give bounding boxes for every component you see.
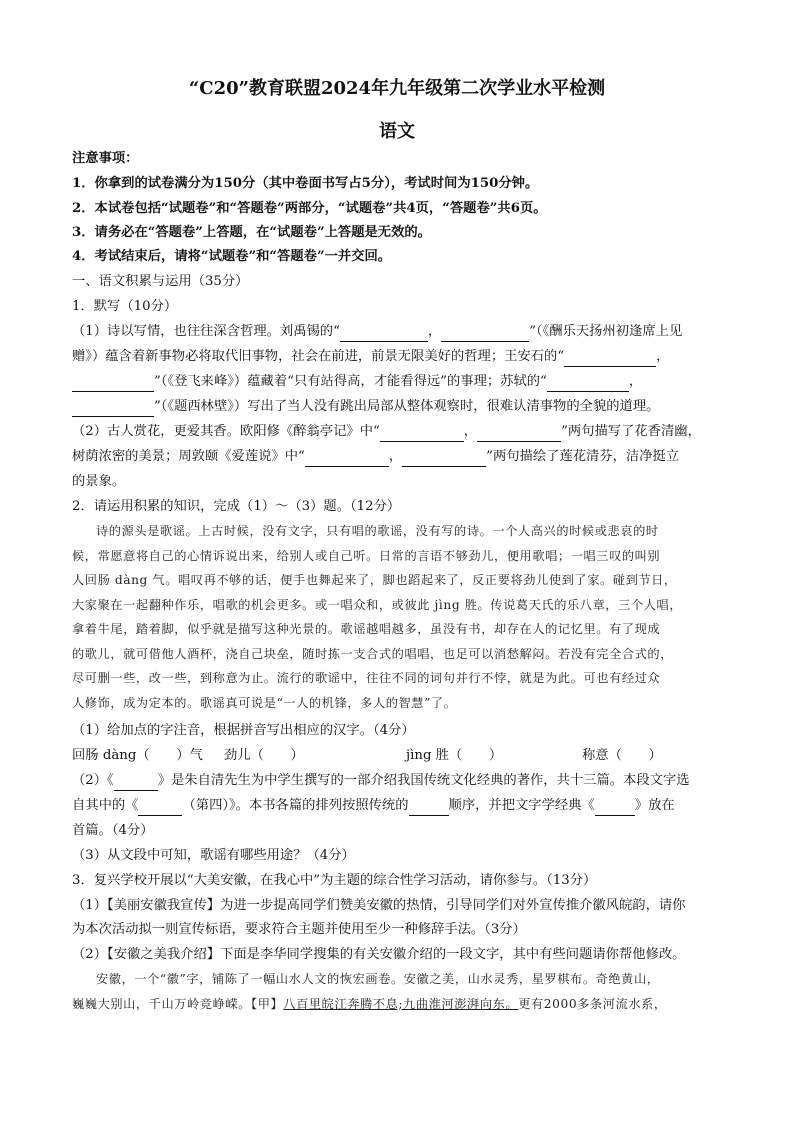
notice-item: 4．考试结束后，请将“试题卷”和“答题卷”一并交回。 — [72, 249, 392, 264]
sub-question: 首篇。（4分） — [72, 823, 154, 838]
pinyin-item[interactable]: 劲儿（ ） — [224, 748, 304, 763]
answer-blank[interactable] — [402, 452, 486, 467]
sub-question: （2）《 》是朱自清先生为中学生撰写的一部介绍我国传统文化经典的著作，共十三篇。本段文字选 — [72, 771, 732, 791]
answer-blank[interactable] — [441, 327, 529, 342]
passage-line: 候，常愿意将自己的心情诉说出来，给别人或自己听。日常的言语不够劲儿，便用歌唱；一唱三叹的叫别 — [72, 548, 661, 563]
passage-line: 大家聚在一起翻种作乐，唱歌的机会更多。或一唱众和，或彼此 jìng 胜。传说葛天氏的乐八章，三个人唱， — [72, 597, 683, 612]
passage-line: 拿着牛尾，踏着脚，似乎就是描写这种光景的。歌谣越唱越多，虽没有书，却存在人的记忆里。有了现成 — [72, 622, 661, 636]
passage-line: 的歌儿，就可借他人酒杯，浇自己块垒，随时拣一支合式的唱唱，也足可以消愁解闷。若没有完全合式的， — [72, 646, 674, 661]
section-heading: 一、语文积累与运用（35分） — [72, 274, 249, 289]
sub-question: 自其中的《 （第四）》。本书各篇的排列按照传统的 顺序，并把文字学经典《 》放在 — [72, 796, 732, 816]
answer-blank[interactable] — [547, 377, 629, 392]
q1-p2-line: （2）古人赏花，更爱其香。欧阳修《醉翁亭记》中“ ， ”两句描写了花香清幽， — [72, 422, 732, 442]
passage-line: 诗的源头是歌谣。上古时候，没有文字，只有唱的歌谣，没有写的诗。一个人高兴的时候或悲哀的时 — [96, 524, 659, 538]
pinyin-item[interactable]: 称意（ ） — [582, 748, 662, 763]
answer-blank[interactable] — [380, 427, 464, 442]
reading-passage — [72, 519, 734, 715]
answer-blank[interactable] — [340, 327, 428, 342]
reading-passage — [72, 967, 734, 1016]
q1-p1-line: 赠》）蕴含着新事物必将取代旧事物，社会在前进，前景无限美好的哲理；王安石的“ ， — [72, 347, 732, 367]
pinyin-item[interactable]: jìng 胜（ ） — [406, 748, 503, 763]
answer-blank[interactable] — [305, 452, 389, 467]
q1-p1-line: ”（《登飞来峰》）蕴藏着“只有站得高，才能看得远”的事理；苏轼的“ ， — [72, 372, 732, 392]
passage-line: 巍巍大别山，千山万岭竞峥嵘。【甲】八百里皖江奔腾不息;九曲淮河澎湃向东。更有2000多条河流水系， — [72, 996, 667, 1011]
underlined-sentence: 八百里皖江奔腾不息;九曲淮河澎湃向东。 — [283, 996, 519, 1011]
notice-item: 3．请务必在“答题卷”上答题，在“试题卷”上答题是无效的。 — [72, 225, 431, 240]
answer-blank[interactable] — [564, 352, 656, 367]
answer-blank[interactable] — [72, 402, 154, 417]
notice-heading: 注意事项： — [72, 151, 139, 166]
pinyin-row — [72, 746, 732, 766]
q1-p2-line: 树荫浓密的美景；周敦颐《爱莲说》中“ ， ”两句描绘了莲花清芬，洁净挺立 — [72, 447, 732, 467]
sub-question: （2）【安徽之美我介绍】下面是李华同学搜集的有关安徽介绍的一段文字，其中有些问题请你帮他修改。 — [72, 947, 686, 962]
question-title: 3．复兴学校开展以“大美安徽，在我心中”为主题的综合性学习活动，请你参与。（13分） — [72, 873, 597, 888]
exam-title: “C20”教育联盟2024年九年级第二次学业水平检测 — [188, 78, 606, 99]
q1-p1-line: ”（《题西林壁》）写出了当人没有跳出局部从整体观察时，很难认清事物的全貌的道理。 — [72, 397, 732, 417]
answer-blank[interactable] — [138, 801, 182, 816]
subject-title: 语文 — [379, 121, 415, 142]
pinyin-item[interactable]: 回肠 dàng（ ）气 — [72, 748, 203, 763]
sub-question: （3）从文段中可知，歌谣有哪些用途？（4分） — [72, 848, 355, 863]
answer-blank[interactable] — [595, 801, 635, 816]
passage-line: 尽可删一些，改一些，到称意为止。流行的歌谣中，往往不同的词句并行不悖，就是为此。可也有经过众 — [72, 671, 661, 685]
sub-question: （1）【美丽安徽我宣传】为进一步提高同学们赞美安徽的热情，引导同学们对外宣传推介徽风皖韵，请你 — [72, 898, 686, 913]
passage-line: 安徽，一个“徽”字，铺陈了一幅山水人文的恢宏画卷。安徽之美，山水灵秀，星罗棋布。奇绝黄山， — [96, 972, 660, 986]
answer-blank[interactable] — [409, 801, 449, 816]
q1-p1-line: （1）诗以写情，也往往深含哲理。刘禹锡的“ ， ”（《酬乐天扬州初逢席上见 — [72, 322, 732, 342]
answer-blank[interactable] — [477, 427, 561, 442]
notice-item: 2．本试卷包括“试题卷”和“答题卷”两部分，“试题卷”共4页，“答题卷”共6页。 — [72, 201, 547, 216]
notice-item: 1．你拿到的试卷满分为150分（其中卷面书写占5分），考试时间为150分钟。 — [72, 176, 539, 191]
passage-line: 人回肠 dàng 气。唱叹再不够的话，便手也舞起来了，脚也蹈起来了，反正要将劲儿使到了家。碰到节日， — [72, 573, 677, 587]
answer-blank[interactable] — [72, 377, 154, 392]
sub-question: 为本次活动拟一则宣传标语，要求符合主题并使用至少一种修辞手法。（3分） — [72, 922, 526, 937]
question-title: 2．请运用积累的知识，完成（1）～（3）题。（12分） — [72, 499, 401, 514]
passage-line: 人修饰，成为定本的。歌谣真可说是“一人的机锋，多人的智慧”了。 — [72, 695, 457, 710]
sub-question: （1）给加点的字注音，根据拼音写出相应的汉字。（4分） — [72, 723, 415, 738]
question-title: 1．默写（10分） — [72, 299, 178, 314]
q1-p2-line: 的景象。 — [72, 474, 126, 489]
answer-blank[interactable] — [114, 776, 158, 791]
